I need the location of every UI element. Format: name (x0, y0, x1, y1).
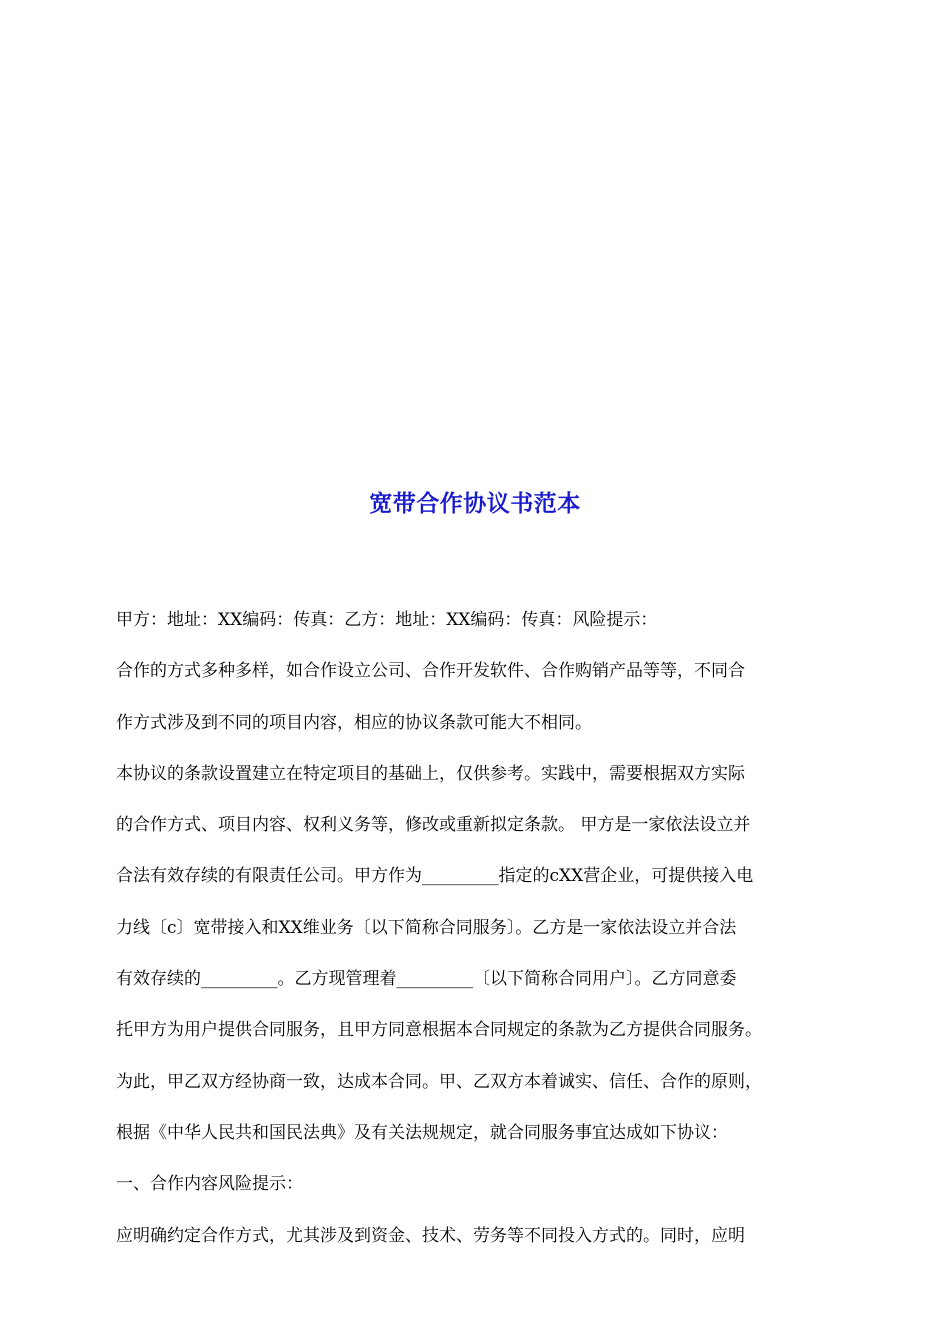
body-line: 为此，甲乙双方经协商一致，达成本合同。甲、乙双方本着诚实、信任、合作的原则， (116, 1071, 762, 1092)
body-line: 的合作方式、项目内容、权利义务等，修改或重新拟定条款。 甲方是一家依法设立并 (116, 815, 751, 836)
body-line: 根据《中华人民共和国民法典》及有关法规规定，就合同服务事宜达成如下协议： (116, 1122, 728, 1143)
body-line: 托甲方为用户提供合同服务，且甲方同意根据本合同规定的条款为乙方提供合同服务。 (116, 1020, 762, 1041)
body-line: 合作的方式多种多样，如合作设立公司、合作开发软件、合作购销产品等等，不同合 (116, 661, 745, 682)
body-line: 力线〔c〕宽带接入和XX维业务〔以下简称合同服务〕。乙方是一家依法设立并合法 (116, 917, 737, 938)
body-line: 甲方：地址：XX编码：传真：乙方：地址：XX编码：传真：风险提示： (116, 610, 658, 630)
body-line: 有效存续的_________。乙方现管理着_________〔以下简称合同用户〕。乙方同意委 (116, 969, 737, 990)
body-line: 本协议的条款设置建立在特定项目的基础上，仅供参考。实践中，需要根据双方实际 (116, 763, 745, 784)
document-title: 宽带合作协议书范本 (369, 490, 581, 517)
document-body (116, 603, 856, 1270)
section-heading: 一、合作内容风险提示： (116, 1174, 303, 1195)
body-line: 应明确约定合作方式，尤其涉及到资金、技术、劳务等不同投入方式的。同时，应明 (116, 1225, 745, 1246)
body-line: 作方式涉及到不同的项目内容，相应的协议条款可能大不相同。 (116, 712, 592, 733)
body-line: 合法有效存续的有限责任公司。甲方作为_________指定的cXX营企业，可提供接入电 (116, 866, 754, 887)
